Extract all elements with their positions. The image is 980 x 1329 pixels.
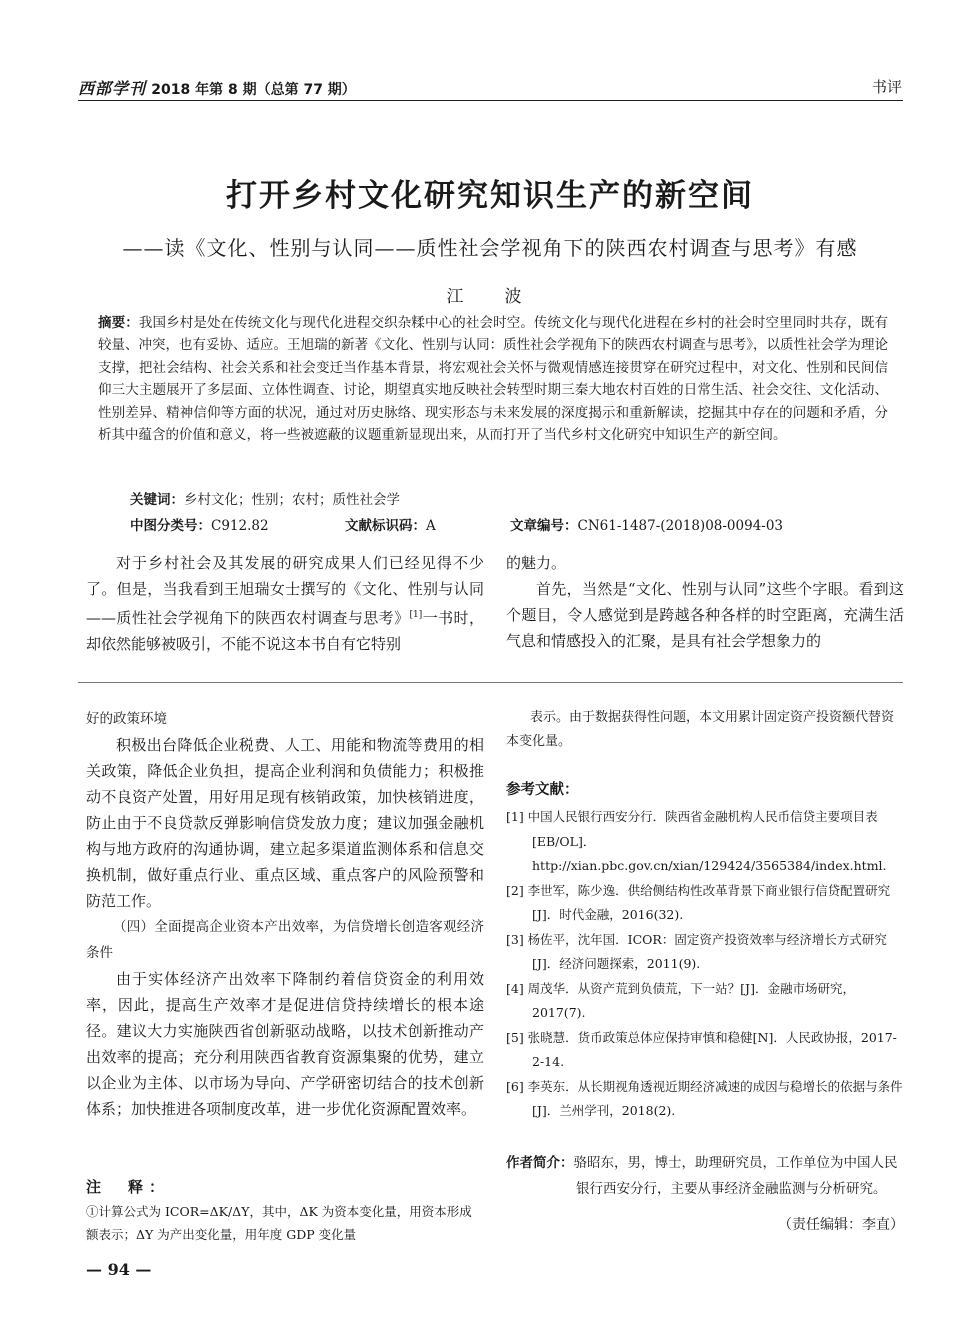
journal-logo: 西部学刊 bbox=[78, 79, 147, 98]
reference-item: [6] 李英东．从长期视角透视近期经济减速的成因与稳增长的依据与条件[J]．兰州学刊，2018(2). bbox=[506, 1078, 903, 1118]
doc-code-value: A bbox=[426, 518, 436, 534]
responsible-editor: （责任编辑：李直） bbox=[778, 1216, 904, 1233]
body-column-right bbox=[506, 550, 904, 654]
note-continuation: 表示。由于数据获得性问题，本文用累计固定资产投资额代替资本变化量。 bbox=[506, 710, 895, 749]
article-no-label: 文章编号： bbox=[510, 518, 578, 534]
reference-item: [1] 中国人民银行西安分行．陕西省金融机构人民币信贷主要项目表[EB/OL]．http://xian.pbc.gov.cn/xian/129424/3565384/index.html. bbox=[506, 809, 887, 873]
body-left-tail: 一书时，却依然能够被吸引，不能不说这本书自有它特别 bbox=[86, 609, 484, 653]
keywords bbox=[130, 488, 400, 508]
keywords-label: 关键词： bbox=[130, 492, 184, 508]
article-meta bbox=[130, 514, 890, 534]
doc-code-label: 文献标识码： bbox=[345, 518, 426, 534]
prev-left-p1: 积极出台降低企业税费、人工、用能和物流等费用的相关政策，降低企业负担，提高企业利润和负债能力；积极推动不良资产处置，用好用足现有核销政策，加快核销进度，防止由于不良贷款反弹影响信贷发放力度；建议加强金融机构与地方政府的沟通协调，建立起多渠道监测体系和信息交换机制，做好重点行业、重点区域、重点客户的风险预警和防范工作。 bbox=[86, 736, 484, 910]
notes-title: 注 释： bbox=[86, 1178, 171, 1196]
citation-ref: [1] bbox=[409, 610, 423, 620]
author-bio-label: 作者简介： bbox=[506, 1154, 574, 1171]
references-list bbox=[506, 805, 904, 1124]
body-column-left bbox=[86, 550, 484, 657]
prev-left-p2: 由于实体经济产出效率下降制约着信贷资金的利用效率，因此，提高生产效率才是促进信贷持续增长的根本途径。建议大力实施陕西省创新驱动战略，以技术创新推动产出效率的提高；充分利用陕西省教育资源集聚的优势，建立以企业为主体、以市场为导向、产学研密切结合的技术创新体系；加快推进各项制度改革，进一步优化资源配置效率。 bbox=[86, 970, 484, 1118]
body-left-text: 对于乡村社会及其发展的研究成果人们已经见得不少了。但是，当我看到王旭瑞女士撰写的《文化、性别与认同——质性社会学视角下的陕西农村调查与思考》 bbox=[86, 554, 484, 627]
page-number: — 94 — bbox=[86, 1260, 152, 1279]
body-right-p1: 的魅力。 bbox=[506, 554, 567, 572]
article-title: 打开乡村文化研究知识生产的新空间 bbox=[226, 178, 754, 214]
prev-left-first-line: 好的政策环境 bbox=[86, 711, 167, 727]
reference-item: [2] 李世军，陈少逸．供给侧结构性改革背景下商业银行信贷配置研究[J]．时代金融，2016(32). bbox=[506, 882, 891, 922]
notes-body: ①计算公式为 ICOR=ΔK/ΔY，其中，ΔK 为资本变化量，用资本形成额表示；ΔY 为产出变化量，用年度 GDP 变化量 bbox=[86, 1204, 472, 1242]
author-bio-text: 骆昭东，男，博士，助理研究员，工作单位为中国人民银行西安分行，主要从事经济金融监测与分析研究。 bbox=[573, 1154, 898, 1197]
clc-value: C912.82 bbox=[211, 518, 269, 534]
author-bio bbox=[506, 1150, 904, 1202]
issue-info: 2018 年第 8 期（总第 77 期） bbox=[151, 82, 356, 98]
abstract bbox=[98, 312, 888, 446]
reference-item: [3] 杨佐平，沈年国．ICOR：固定资产投资效率与经济增长方式研究[J]．经济问题探索，2011(9). bbox=[506, 931, 887, 971]
article-author: 江 波 bbox=[446, 287, 534, 307]
clc-label: 中图分类号： bbox=[130, 518, 211, 534]
references-title: 参考文献： bbox=[506, 782, 579, 798]
abstract-label: 摘要： bbox=[98, 315, 139, 331]
reference-item: [5] 张晓慧．货币政策总体应保持审慎和稳健[N]．人民政协报，2017-2-14. bbox=[506, 1029, 897, 1069]
section-label: 书评 bbox=[871, 78, 902, 96]
abstract-text: 我国乡村是处在传统文化与现代化进程交织杂糅中心的社会时空。传统文化与现代化进程在乡村的社会时空里同时共存，既有较量、冲突，也有妥协、适应。王旭瑞的新著《文化、性别与认同：质性社会学视角下的陕西农村调查与思考》，以质性社会学为理论支撑，把社会结构、社会关系和社会变迁当作基本背景，将宏观社会关怀与微观情感连接贯穿在研究过程中，对文化、性别和民间信仰三大主题展开了多层面、立体性调查、讨论，期望真实地反映社会转型时期三秦大地农村百姓的日常生活、社会交往、文化活动、性别差异、精神信仰等方面的状况，通过对历史脉络、现实形态与未来发展的深度揭示和重新解读，挖掘其中存在的问题和矛盾，分析其中蕴含的价值和意义，将一些被遮蔽的议题重新显现出来，从而打开了当代乡村文化研究中知识生产的新空间。 bbox=[98, 315, 889, 444]
body-right-p2: 首先，当然是“文化、性别与认同”这些个字眼。看到这个题目，令人感觉到是跨越各种各样的时空距离，充满生活气息和情感投入的汇聚，是具有社会学想象力的 bbox=[506, 580, 904, 650]
article-no-value: CN61-1487-(2018)08-0094-03 bbox=[577, 518, 784, 534]
prev-article-left-column bbox=[86, 706, 484, 1122]
keywords-text: 乡村文化；性别；农村；质性社会学 bbox=[184, 492, 400, 508]
reference-item: [4] 周茂华．从资产荒到负债荒，下一站？[J]．金融市场研究，2017(7). bbox=[506, 980, 855, 1020]
article-subtitle: ——读《文化、性别与认同——质性社会学视角下的陕西农村调查与思考》有感 bbox=[122, 236, 858, 260]
header-rule bbox=[78, 100, 903, 101]
prev-article-right-column bbox=[506, 706, 904, 1234]
prev-left-subheading: （四）全面提高企业资本产出效率，为信贷增长创造客观经济条件 bbox=[86, 919, 484, 961]
article-divider bbox=[78, 682, 903, 683]
journal-header bbox=[78, 76, 356, 99]
